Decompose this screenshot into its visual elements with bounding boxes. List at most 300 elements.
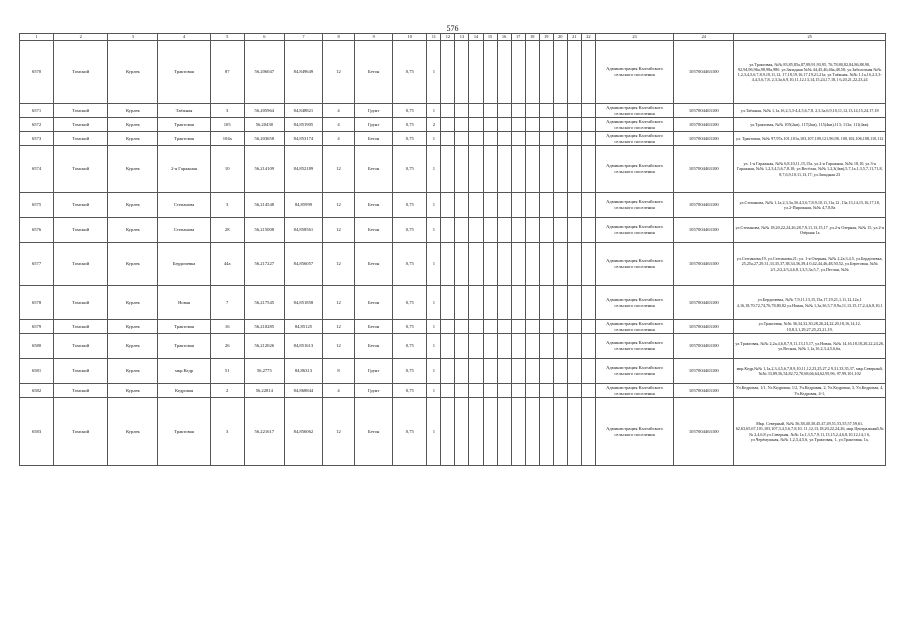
- table-row: [20, 359, 886, 384]
- empty-cell: [553, 118, 567, 132]
- empty-cell: [539, 398, 553, 466]
- cell-region: Томский: [54, 118, 108, 132]
- empty-cell: [511, 320, 525, 334]
- empty-cell: [567, 286, 581, 320]
- cell-id: 6578: [20, 286, 54, 320]
- empty-cell: [469, 286, 483, 320]
- cell-town: Курлек: [108, 146, 158, 193]
- cell-lon: 84,868844: [284, 384, 322, 398]
- empty-cell: [511, 398, 525, 466]
- cell-n8: 4: [323, 104, 355, 118]
- table-row: [20, 320, 886, 334]
- empty-cell: [497, 193, 511, 218]
- empty-cell: [483, 118, 497, 132]
- cell-material: Бетон: [355, 41, 393, 104]
- cell-count: 1: [427, 286, 441, 320]
- column-header: 19: [539, 34, 553, 41]
- cell-area: 0,75: [393, 218, 427, 243]
- cell-n8: 12: [323, 193, 355, 218]
- empty-cell: [539, 359, 553, 384]
- cell-code: 1057004463100: [674, 359, 734, 384]
- empty-cell: [455, 146, 469, 193]
- cell-code: 1057004463100: [674, 146, 734, 193]
- empty-cell: [581, 243, 595, 286]
- empty-cell: [567, 146, 581, 193]
- empty-cell: [553, 286, 567, 320]
- column-header: 10: [393, 34, 427, 41]
- cell-admin: Администрация Калтайского сельского поселения: [595, 118, 673, 132]
- cell-code: 1057004463100: [674, 334, 734, 359]
- empty-cell: [455, 398, 469, 466]
- cell-address: ул.Трактовая, №№ 36,34,32,30,28,26,24,22,20,18,16,14,12, 10,8,3,1,29,27,25,23,21,19,: [734, 320, 886, 334]
- column-header: 24: [674, 34, 734, 41]
- cell-area: 0,75: [393, 320, 427, 334]
- cell-id: 6572: [20, 118, 54, 132]
- cell-admin: Администрация Калтайского сельского поселения: [595, 334, 673, 359]
- cell-lon: 84,851613: [284, 334, 322, 359]
- column-header: 15: [483, 34, 497, 41]
- cell-id: 6571: [20, 104, 54, 118]
- cell-street: Трактовая: [158, 398, 210, 466]
- cell-area: 0,75: [393, 118, 427, 132]
- empty-cell: [581, 132, 595, 146]
- cell-lat: 56,206047: [244, 41, 284, 104]
- cell-house: 51: [210, 359, 244, 384]
- cell-n8: 12: [323, 41, 355, 104]
- cell-material: Бетон: [355, 243, 393, 286]
- cell-lon: 84,853174: [284, 132, 322, 146]
- cell-lat: 56,203658: [244, 132, 284, 146]
- empty-cell: [581, 359, 595, 384]
- cell-area: 0,75: [393, 193, 427, 218]
- cell-code: 1057004463100: [674, 243, 734, 286]
- empty-cell: [441, 146, 455, 193]
- cell-count: 2: [427, 118, 441, 132]
- empty-cell: [441, 384, 455, 398]
- cell-house: 3: [210, 104, 244, 118]
- cell-code: 1057004463100: [674, 41, 734, 104]
- table-row: [20, 334, 886, 359]
- column-header: 12: [441, 34, 455, 41]
- empty-cell: [553, 193, 567, 218]
- empty-cell: [525, 384, 539, 398]
- cell-town: Курлек: [108, 359, 158, 384]
- empty-cell: [525, 334, 539, 359]
- cell-lon: 84,85125: [284, 320, 322, 334]
- empty-cell: [581, 41, 595, 104]
- column-header: 3: [108, 34, 158, 41]
- cell-lat: 56,20438: [244, 118, 284, 132]
- cell-region: Томский: [54, 359, 108, 384]
- cell-town: Курлек: [108, 334, 158, 359]
- empty-cell: [469, 243, 483, 286]
- cell-admin: Администрация Калтайского сельского поселения: [595, 286, 673, 320]
- cell-area: 0,75: [393, 243, 427, 286]
- empty-cell: [581, 193, 595, 218]
- empty-cell: [553, 320, 567, 334]
- cell-count: 1: [427, 218, 441, 243]
- cell-address: ул.Степанова, №№ 18,20,22,24,26,28,7,9,11,13,15,17 ,ул.2-я Озерная, №№ 15, ул.2-я Озёрная 1а: [734, 218, 886, 243]
- column-header: 1: [20, 34, 54, 41]
- empty-cell: [511, 243, 525, 286]
- cell-lon: 84,85999: [284, 193, 322, 218]
- column-header: 13: [455, 34, 469, 41]
- cell-street: Степанова: [158, 193, 210, 218]
- empty-cell: [567, 104, 581, 118]
- empty-cell: [525, 243, 539, 286]
- empty-cell: [553, 384, 567, 398]
- empty-cell: [511, 132, 525, 146]
- empty-cell: [497, 334, 511, 359]
- cell-material: Грунт: [355, 118, 393, 132]
- cell-street: Таёжная: [158, 104, 210, 118]
- empty-cell: [553, 243, 567, 286]
- cell-material: Бетон: [355, 193, 393, 218]
- empty-cell: [469, 218, 483, 243]
- cell-street: Трактовая: [158, 132, 210, 146]
- empty-cell: [469, 334, 483, 359]
- cell-lat: 56,210285: [244, 320, 284, 334]
- empty-cell: [455, 286, 469, 320]
- cell-area: 0,75: [393, 132, 427, 146]
- cell-town: Курлек: [108, 286, 158, 320]
- empty-cell: [581, 286, 595, 320]
- cell-town: Курлек: [108, 320, 158, 334]
- cell-street: Степанова: [158, 218, 210, 243]
- cell-lat: 56,217227: [244, 243, 284, 286]
- cell-material: Бетон: [355, 132, 393, 146]
- cell-code: 1057004463100: [674, 132, 734, 146]
- empty-cell: [455, 132, 469, 146]
- cell-lon: 84,856057: [284, 243, 322, 286]
- cell-street: Трактовая: [158, 320, 210, 334]
- empty-cell: [455, 384, 469, 398]
- empty-cell: [441, 132, 455, 146]
- cell-address: ул.Степанова, №№ 1,1а,2,3,3а,3б,4,5,6,7,8,9,10,11,11а,12 ,13а,13,14,15,16,17,18, ул.2-Пирожная, №№ 4,7,8,8а: [734, 193, 886, 218]
- cell-town: Курлек: [108, 384, 158, 398]
- empty-cell: [483, 218, 497, 243]
- empty-cell: [581, 118, 595, 132]
- column-header: 21: [567, 34, 581, 41]
- empty-cell: [483, 132, 497, 146]
- cell-lat: 56,214548: [244, 193, 284, 218]
- empty-cell: [469, 193, 483, 218]
- cell-count: 1: [427, 41, 441, 104]
- cell-material: Бетон: [355, 146, 393, 193]
- table-row: [20, 218, 886, 243]
- empty-cell: [581, 146, 595, 193]
- cell-address: ул. 1-я Гаражная, №№ 6,8,10,11,15,15а, ул.2-я Гаражная, №№ 18,10, ул.3-я Гаражная, №№ 1,2,3,4,5,6,7,8,10; ул.Весёлая, №№ 1,2,3(4кв),5,7,1а,1,3,5,7,11,71,8, 8,7,6,9,10,11,13,17; ул.Западная 23: [734, 146, 886, 193]
- empty-cell: [511, 334, 525, 359]
- empty-cell: [511, 118, 525, 132]
- cell-lon: 84,848821: [284, 104, 322, 118]
- cell-n8: 4: [323, 132, 355, 146]
- empty-cell: [441, 218, 455, 243]
- cell-street: Кедровая: [158, 384, 210, 398]
- cell-town: Курлек: [108, 398, 158, 466]
- empty-cell: [567, 359, 581, 384]
- empty-cell: [581, 398, 595, 466]
- empty-cell: [497, 132, 511, 146]
- empty-cell: [525, 218, 539, 243]
- empty-cell: [497, 398, 511, 466]
- empty-cell: [469, 359, 483, 384]
- cell-admin: Администрация Калтайского сельского поселения: [595, 104, 673, 118]
- cell-count: 1: [427, 398, 441, 466]
- empty-cell: [497, 243, 511, 286]
- cell-address: ул.Трактовая, №№ 83,85,85а,87,89,91,93,95, 76,78,80,82,84,86,88,90, 92,94,96,96а,98,98а,98б. ул.Западная №№ 44,45,46,46а,48,50; ул.Заболотная №№ 1,2,3,4,5,6,7,8,9,10,11,12, 17,18,19,16,17,19,21,21а; ул.Таёжная, №№ 1,1а,1б,2,3,3-4,4,5,6,7,8, 2,3,3а,6,9,10,11,12,13,14,15,24,17,18,1 6,20,21,22,23,24: [734, 41, 886, 104]
- cell-count: 1: [427, 146, 441, 193]
- empty-cell: [539, 218, 553, 243]
- cell-material: Бетон: [355, 320, 393, 334]
- cell-lat: 56,214109: [244, 146, 284, 193]
- cell-town: Курлек: [108, 41, 158, 104]
- cell-town: Курлек: [108, 132, 158, 146]
- empty-cell: [497, 218, 511, 243]
- empty-cell: [497, 286, 511, 320]
- empty-cell: [483, 398, 497, 466]
- empty-cell: [441, 398, 455, 466]
- column-header: 2: [54, 34, 108, 41]
- empty-cell: [483, 320, 497, 334]
- empty-cell: [455, 193, 469, 218]
- empty-cell: [539, 132, 553, 146]
- cell-admin: Администрация Калтайского сельского поселения: [595, 359, 673, 384]
- empty-cell: [511, 384, 525, 398]
- empty-cell: [539, 243, 553, 286]
- cell-house: 16: [210, 320, 244, 334]
- empty-cell: [581, 320, 595, 334]
- cell-area: 0,75: [393, 146, 427, 193]
- cell-id: 6570: [20, 41, 54, 104]
- cell-material: Грунт: [355, 384, 393, 398]
- cell-region: Томский: [54, 334, 108, 359]
- empty-cell: [469, 398, 483, 466]
- cell-house: 44а: [210, 243, 244, 286]
- column-header: 17: [511, 34, 525, 41]
- empty-cell: [455, 320, 469, 334]
- cell-lat: 56,217545: [244, 286, 284, 320]
- table-row: [20, 104, 886, 118]
- cell-material: Бетон: [355, 286, 393, 320]
- empty-cell: [455, 104, 469, 118]
- column-header: 8: [323, 34, 355, 41]
- column-header: 20: [553, 34, 567, 41]
- cell-id: 6583: [20, 398, 54, 466]
- cell-admin: Администрация Калтайского сельского поселения: [595, 218, 673, 243]
- empty-cell: [567, 193, 581, 218]
- empty-cell: [469, 320, 483, 334]
- column-header: 6: [244, 34, 284, 41]
- cell-count: 1: [427, 104, 441, 118]
- cell-house: 3: [210, 398, 244, 466]
- cell-address: ул.Бердичевка, №№ 7,9,11,13,15,15а,17,19,21,1,11,12,12а,1 4,16,18,70,72,74,76,78,80,82 ул.Новая, №№ 1,3а,3б,5,7,9,9а,11,13,15,17,2,4,6,8,10,1: [734, 286, 886, 320]
- empty-cell: [525, 320, 539, 334]
- cell-town: Курлек: [108, 104, 158, 118]
- empty-cell: [567, 398, 581, 466]
- column-header: 11: [427, 34, 441, 41]
- empty-cell: [525, 398, 539, 466]
- table-row: [20, 398, 886, 466]
- empty-cell: [567, 132, 581, 146]
- empty-cell: [525, 193, 539, 218]
- cell-house: 10: [210, 146, 244, 193]
- empty-cell: [497, 359, 511, 384]
- cell-region: Томский: [54, 243, 108, 286]
- cell-lon: 84,849649: [284, 41, 322, 104]
- cell-house: 105: [210, 118, 244, 132]
- cell-id: 6575: [20, 193, 54, 218]
- cell-count: 1: [427, 243, 441, 286]
- column-header: 4: [158, 34, 210, 41]
- empty-cell: [525, 118, 539, 132]
- cell-area: 0,75: [393, 398, 427, 466]
- cell-id: 6579: [20, 320, 54, 334]
- cell-town: Курлек: [108, 218, 158, 243]
- cell-street: Трактовая: [158, 41, 210, 104]
- empty-cell: [567, 41, 581, 104]
- cell-count: 1: [427, 193, 441, 218]
- header-row: [20, 34, 886, 41]
- empty-cell: [511, 41, 525, 104]
- empty-cell: [511, 193, 525, 218]
- cell-n8: 4: [323, 384, 355, 398]
- cell-count: 1: [427, 334, 441, 359]
- table-row: [20, 146, 886, 193]
- empty-cell: [497, 41, 511, 104]
- cell-count: 1: [427, 320, 441, 334]
- column-header: 23: [595, 34, 673, 41]
- cell-address: мкр.Кедр,№№ 1,1а,2,3,4,5,6,7,8,9,10,11,12,23,25,27,2 9,31,33,35,37, мкр.Северный, №№ 33,89,56,54,82,72,70,68,66,64,62,95,96, 97,99,101,102: [734, 359, 886, 384]
- empty-cell: [469, 384, 483, 398]
- empty-cell: [539, 118, 553, 132]
- empty-cell: [567, 384, 581, 398]
- empty-cell: [455, 218, 469, 243]
- cell-code: 1057004463100: [674, 320, 734, 334]
- empty-cell: [511, 146, 525, 193]
- empty-cell: [539, 193, 553, 218]
- empty-cell: [483, 359, 497, 384]
- empty-cell: [553, 334, 567, 359]
- cell-n8: 12: [323, 218, 355, 243]
- cell-street: Трактовая: [158, 334, 210, 359]
- table-row: [20, 118, 886, 132]
- cell-n8: 12: [323, 146, 355, 193]
- cell-region: Томский: [54, 286, 108, 320]
- cell-id: 6573: [20, 132, 54, 146]
- cell-town: Курлек: [108, 193, 158, 218]
- cell-region: Томский: [54, 193, 108, 218]
- cell-address: Мкр. Северный, №№ 36,38,40,30,45,47,49,51,53,55,57,59,61, 62,63,65,67,101,103,107,3,4,5,6,7,8,10, 11,12,13,18,20,22,24,26, мкр.Центральный,№№ 2,4,6,8 ул.Северная, №№ 1а,1,3,5,7,9,11,13,15,2,4,6,8,10,12,14,1 6, ул.Черёмушная, №№ 1,2,3,4,5,6, ул.Трактовая, 1, ул.Трактовая, 1а,: [734, 398, 886, 466]
- empty-cell: [441, 193, 455, 218]
- empty-cell: [469, 118, 483, 132]
- cell-house: 28: [210, 218, 244, 243]
- cell-code: 1057004463100: [674, 193, 734, 218]
- empty-cell: [581, 218, 595, 243]
- cell-n8: 12: [323, 286, 355, 320]
- empty-cell: [483, 193, 497, 218]
- empty-cell: [441, 286, 455, 320]
- cell-street: Трактовая: [158, 118, 210, 132]
- cell-id: 6582: [20, 384, 54, 398]
- column-header: 25: [734, 34, 886, 41]
- column-header: 7: [284, 34, 322, 41]
- cell-admin: Администрация Калтайского сельского поселения: [595, 132, 673, 146]
- empty-cell: [525, 146, 539, 193]
- table-row: [20, 384, 886, 398]
- cell-town: Курлек: [108, 243, 158, 286]
- cell-n8: 12: [323, 243, 355, 286]
- cell-house: 7: [210, 286, 244, 320]
- cell-code: 1057004463100: [674, 118, 734, 132]
- empty-cell: [567, 218, 581, 243]
- cell-street: Бердичевка: [158, 243, 210, 286]
- empty-cell: [511, 218, 525, 243]
- cell-lat: 56,212026: [244, 334, 284, 359]
- empty-cell: [483, 41, 497, 104]
- cell-area: 0,75: [393, 359, 427, 384]
- empty-cell: [539, 146, 553, 193]
- cell-address: ул.Трактовая, №№ 2,2а,4,6,8,7,9,11,13,15,17, ул.Новая, №№ 14,16,18,18,20,22,24,26, ул.Весная, №№ 1,1а,1б,2,3,4,5,6,6а,: [734, 334, 886, 359]
- cell-admin: Администрация Калтайского сельского поселения: [595, 320, 673, 334]
- empty-cell: [553, 146, 567, 193]
- empty-cell: [539, 384, 553, 398]
- cell-house: 104а: [210, 132, 244, 146]
- cell-admin: Администрация Калтайского сельского поселения: [595, 243, 673, 286]
- empty-cell: [539, 41, 553, 104]
- cell-admin: Администрация Калтайского сельского поселения: [595, 398, 673, 466]
- empty-cell: [539, 104, 553, 118]
- cell-area: 0,75: [393, 384, 427, 398]
- empty-cell: [553, 359, 567, 384]
- cell-address: ул.Таёжная, №№ 1,1а,1б,2,3,3-4,4,5,6,7,8, 2,3,3а,6,9,10,11,12,13,14,15,24,17,18: [734, 104, 886, 118]
- empty-cell: [483, 334, 497, 359]
- cell-house: 26: [210, 334, 244, 359]
- page-number: 576: [446, 24, 459, 33]
- cell-region: Томский: [54, 146, 108, 193]
- empty-cell: [553, 104, 567, 118]
- cell-area: 0,75: [393, 41, 427, 104]
- table-row: [20, 286, 886, 320]
- cell-lat: 56,22814: [244, 384, 284, 398]
- empty-cell: [455, 334, 469, 359]
- cell-area: 0,75: [393, 104, 427, 118]
- empty-cell: [469, 146, 483, 193]
- table-row: [20, 243, 886, 286]
- empty-cell: [483, 243, 497, 286]
- empty-cell: [553, 132, 567, 146]
- cell-id: 6581: [20, 359, 54, 384]
- cell-admin: Администрация Калтайского сельского поселения: [595, 384, 673, 398]
- cell-lon: 84,86313: [284, 359, 322, 384]
- cell-address: ул.Степанова,19, ул.Степанова,21; ул. 1-я Озерная, №№ 2,2а,3,4,5, ул.Бердичевка, 25,25а,27,29,31,33,35,37,38,34,36,39,4 0,42,44,46,48,50,52, ул.Береговая, №№ 2/1,2/2,2/3,4,6,8,1,3,5,3а,5,7, ул.Песчан, №№: [734, 243, 886, 286]
- empty-cell: [525, 132, 539, 146]
- cell-house: 3: [210, 193, 244, 218]
- empty-cell: [483, 384, 497, 398]
- column-header: 16: [497, 34, 511, 41]
- cell-house: 87: [210, 41, 244, 104]
- cell-lon: 84,851905: [284, 118, 322, 132]
- cell-n8: 12: [323, 320, 355, 334]
- empty-cell: [455, 41, 469, 104]
- table-row: [20, 132, 886, 146]
- empty-cell: [483, 104, 497, 118]
- column-header: 9: [355, 34, 393, 41]
- empty-cell: [441, 243, 455, 286]
- cell-count: 1: [427, 384, 441, 398]
- empty-cell: [539, 320, 553, 334]
- empty-cell: [553, 41, 567, 104]
